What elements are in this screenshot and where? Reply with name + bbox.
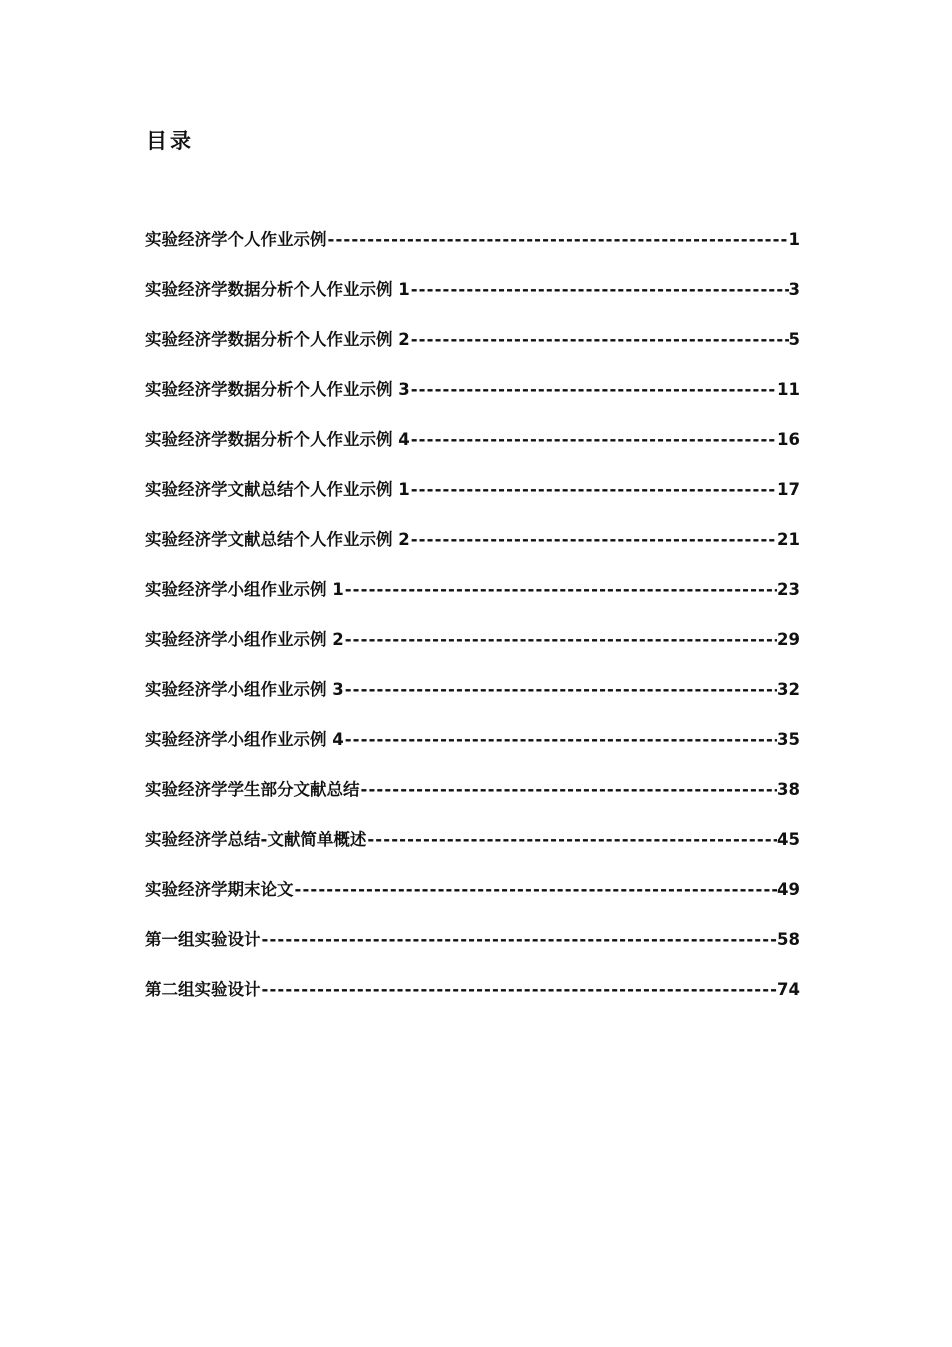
toc-entry[interactable]	[145, 376, 800, 426]
toc-leader	[262, 976, 778, 1004]
toc-entry-page: 21	[777, 530, 800, 549]
toc-entry-page: 11	[777, 380, 800, 399]
toc-entry-text: 实验经济学学生部分文献总结	[145, 780, 360, 799]
toc-entry[interactable]	[145, 626, 800, 676]
toc-entry[interactable]	[145, 976, 800, 1026]
toc-entry[interactable]	[145, 526, 800, 576]
toc-entry-text: 实验经济学文献总结个人作业示例 1	[145, 480, 410, 499]
toc-leader	[295, 876, 778, 904]
toc-leader	[262, 926, 778, 954]
toc-leader	[345, 626, 777, 654]
table-of-contents	[145, 226, 800, 1026]
toc-entry[interactable]	[145, 826, 800, 876]
toc-leader	[411, 526, 777, 554]
toc-entry-text: 实验经济学个人作业示例	[145, 230, 327, 249]
toc-entry-text: 实验经济学小组作业示例 2	[145, 630, 344, 649]
toc-entry-text: 实验经济学期末论文	[145, 880, 294, 899]
toc-entry-page: 58	[777, 930, 800, 949]
toc-entry[interactable]	[145, 876, 800, 926]
toc-entry-page: 5	[788, 330, 800, 349]
toc-entry[interactable]	[145, 226, 800, 276]
toc-entry-page: 74	[777, 980, 800, 999]
toc-entry-text: 实验经济学小组作业示例 1	[145, 580, 344, 599]
toc-entry-text: 第一组实验设计	[145, 930, 261, 949]
toc-entry-text: 第二组实验设计	[145, 980, 261, 999]
toc-entry[interactable]	[145, 726, 800, 776]
toc-leader	[345, 726, 777, 754]
toc-leader	[411, 426, 777, 454]
toc-entry-page: 3	[788, 280, 800, 299]
toc-entry[interactable]	[145, 676, 800, 726]
toc-leader	[345, 676, 777, 704]
toc-entry-page: 49	[777, 880, 800, 899]
toc-entry[interactable]	[145, 326, 800, 376]
toc-entry-page: 1	[788, 230, 800, 249]
toc-leader	[411, 376, 777, 404]
toc-leader	[328, 226, 789, 254]
toc-entry-text: 实验经济学文献总结个人作业示例 2	[145, 530, 410, 549]
toc-entry[interactable]	[145, 926, 800, 976]
toc-entry-text: 实验经济学总结-文献简单概述	[145, 830, 367, 849]
toc-entry-text: 实验经济学数据分析个人作业示例 2	[145, 330, 410, 349]
toc-entry[interactable]	[145, 576, 800, 626]
toc-leader	[411, 476, 777, 504]
toc-title: 目录	[146, 129, 194, 153]
toc-entry[interactable]	[145, 776, 800, 826]
toc-entry-page: 45	[777, 830, 800, 849]
toc-entry[interactable]	[145, 276, 800, 326]
toc-entry-page: 35	[777, 730, 800, 749]
toc-entry-text: 实验经济学数据分析个人作业示例 1	[145, 280, 410, 299]
toc-leader	[411, 276, 789, 304]
toc-entry-page: 16	[777, 430, 800, 449]
toc-entry[interactable]	[145, 426, 800, 476]
toc-entry-text: 实验经济学数据分析个人作业示例 4	[145, 430, 410, 449]
toc-entry-text: 实验经济学小组作业示例 4	[145, 730, 344, 749]
toc-entry-page: 29	[777, 630, 800, 649]
toc-entry-page: 38	[777, 780, 800, 799]
toc-entry[interactable]	[145, 476, 800, 526]
toc-entry-text: 实验经济学数据分析个人作业示例 3	[145, 380, 410, 399]
toc-entry-page: 32	[777, 680, 800, 699]
toc-leader	[367, 826, 777, 854]
toc-leader	[345, 576, 777, 604]
toc-leader	[361, 776, 778, 804]
toc-leader	[411, 326, 789, 354]
toc-entry-page: 23	[777, 580, 800, 599]
toc-entry-page: 17	[777, 480, 800, 499]
toc-entry-text: 实验经济学小组作业示例 3	[145, 680, 344, 699]
